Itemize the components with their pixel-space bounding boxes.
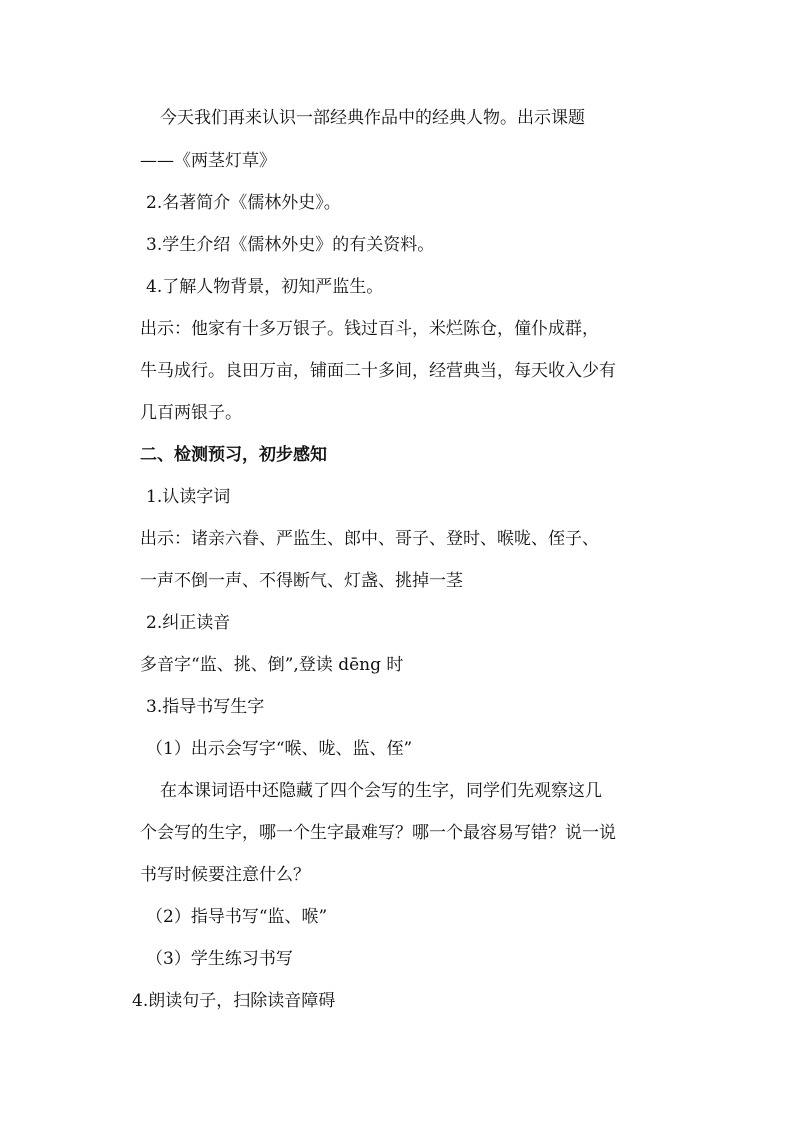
quote-line-3: 几百两银子。 bbox=[140, 403, 242, 423]
substep-1: （1）出示会写字“喉、咙、监、侄” bbox=[146, 739, 413, 759]
list-item-2: 2.名著简介《儒林外史》。 bbox=[146, 193, 341, 213]
words-line-1: 出示：诸亲六眷、严监生、郎中、哥子、登时、喉咙、侄子、 bbox=[140, 529, 599, 549]
step-4-heading: 4.朗读句子，扫除读音障碍 bbox=[132, 991, 336, 1011]
step-2-heading: 2.纠正读音 bbox=[146, 613, 231, 633]
substep-3: （3）学生练习书写 bbox=[146, 949, 293, 969]
words-line-2: 一声不倒一声、不得断气、灯盏、挑掉一茎 bbox=[140, 571, 463, 591]
quote-line-1: 出示：他家有十多万银子。钱过百斗，米烂陈仓，僮仆成群， bbox=[140, 319, 599, 339]
step-1-heading: 1.认读字词 bbox=[146, 487, 231, 507]
paragraph-hidden-chars-line-1: 在本课词语中还隐藏了四个会写的生字，同学们先观察这几 bbox=[160, 781, 602, 801]
step-3-heading: 3.指导书写生字 bbox=[146, 697, 265, 717]
paragraph-hidden-chars-line-3: 书写时候要注意什么？ bbox=[140, 865, 310, 885]
paragraph-hidden-chars-line-2: 个会写的生字，哪一个生字最难写？哪一个最容易写错？说一说 bbox=[140, 823, 616, 843]
list-item-4: 4.了解人物背景，初知严监生。 bbox=[146, 277, 384, 297]
substep-2: （2）指导书写“监、喉” bbox=[146, 907, 328, 927]
section-heading: 二、检测预习，初步感知 bbox=[140, 445, 327, 465]
paragraph-intro-line-1: 今天我们再来认识一部经典作品中的经典人物。出示课题 bbox=[160, 108, 585, 128]
pronunciation-note: 多音字“监、挑、倒”,登读 dēng 时 bbox=[140, 655, 404, 675]
paragraph-intro-line-2: ——《两茎灯草》 bbox=[140, 151, 276, 171]
quote-line-2: 牛马成行。良田万亩，铺面二十多间，经营典当，每天收入少有 bbox=[140, 361, 616, 381]
list-item-3: 3.学生介绍《儒林外史》的有关资料。 bbox=[146, 235, 435, 255]
